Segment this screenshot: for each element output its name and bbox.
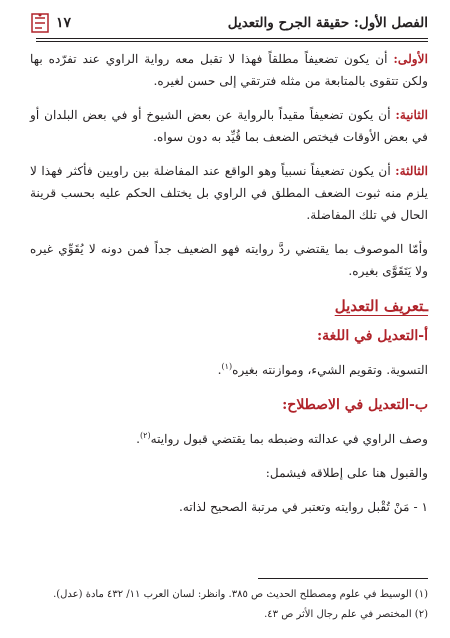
list-item-1: ١ - مَنْ تُقْبل روايته وتعتبر في مرتبة الصحيح لذاته.: [178, 500, 428, 515]
language-definition-text: التسوية. وتقويم الشيء، وموازنته بغيره: [232, 363, 428, 378]
running-title: الفصل الأول: حقيقة الجرح والتعديل: [227, 15, 428, 31]
paragraph-third-text: أن يكون تضعيفاً نسبياً وهو الواقع عند المفاضلة بين راويين فأكثر فهذا لا يلزم منه ثبوت الضعف المطلق في الراوي بل يختلف الحكم عليه بحسب قرينة الحال في تلك المفاضلة.: [30, 164, 428, 222]
header-rule: [36, 38, 428, 39]
section-heading: ـتعريف التعديل: [334, 297, 428, 315]
header-left: [30, 12, 71, 34]
language-definition-end: .: [217, 363, 222, 378]
main-text: [30, 48, 428, 530]
footnote-separator: [258, 578, 428, 579]
term-definition-end: .: [136, 432, 141, 447]
header-rule-thin: [36, 41, 428, 42]
page-number: ١٧: [56, 15, 72, 31]
paragraph-fourth: وأمّا الموصوف بما يقتضي ردَّ روايته فهو الضعيف جداً فمن دونه لا يُقَوِّي غيره ولا يَتَقَوَّى بغيره.: [30, 242, 428, 278]
lead-third: الثالثة:: [395, 164, 428, 178]
paragraph-third: [30, 160, 428, 226]
language-definition: [30, 356, 428, 381]
subheading-terminology: ب-التعديل في الاصطلاح:: [282, 397, 428, 414]
paragraph-second-text: أن يكون تضعيفاً مقيداً بالرواية عن بعض الشيوخ أو في بعض البلدان أو في بعض الأوقات فيختص الضعف بما قُيِّد به دون سواه.: [30, 108, 428, 144]
lead-first: الأولى:: [393, 52, 428, 66]
page-header: [30, 10, 428, 36]
footnote-ref-1: (١): [221, 362, 233, 371]
paragraph-first-text: أن يكون تضعيفاً مطلقاً فهذا لا تقبل معه رواية الراوي عند تفرّده بها ولكن تتقوى بالمتابعة من مثله فترتقي إلى حسن لغيره.: [30, 52, 428, 88]
subheading-language: أ-التعديل في اللغة:: [316, 328, 428, 344]
term-definition: [30, 425, 428, 450]
term-definition-text: وصف الراوي في عدالته وضبطه بما يقتضي قبول روايته: [150, 432, 428, 447]
footnote-1: (١) الوسيط في علوم ومصطلح الحديث ص ٣٨٥. وانظر: لسان العرب ١١/ ٤٣٢ مادة (عدل).: [53, 589, 428, 600]
lead-second: الثانية:: [395, 108, 428, 122]
paragraph-second: [30, 104, 428, 148]
footnotes: [30, 585, 428, 625]
footnote-2: (٢) المختصر في علم رجال الأثر ص ٤٣.: [264, 609, 428, 620]
footnote-ref-2: (٢): [140, 431, 151, 441]
paragraph-first: [30, 48, 428, 92]
acceptance-intro: والقبول هنا على إطلاقه فيشمل:: [265, 466, 428, 481]
ornament-icon: [30, 12, 50, 34]
